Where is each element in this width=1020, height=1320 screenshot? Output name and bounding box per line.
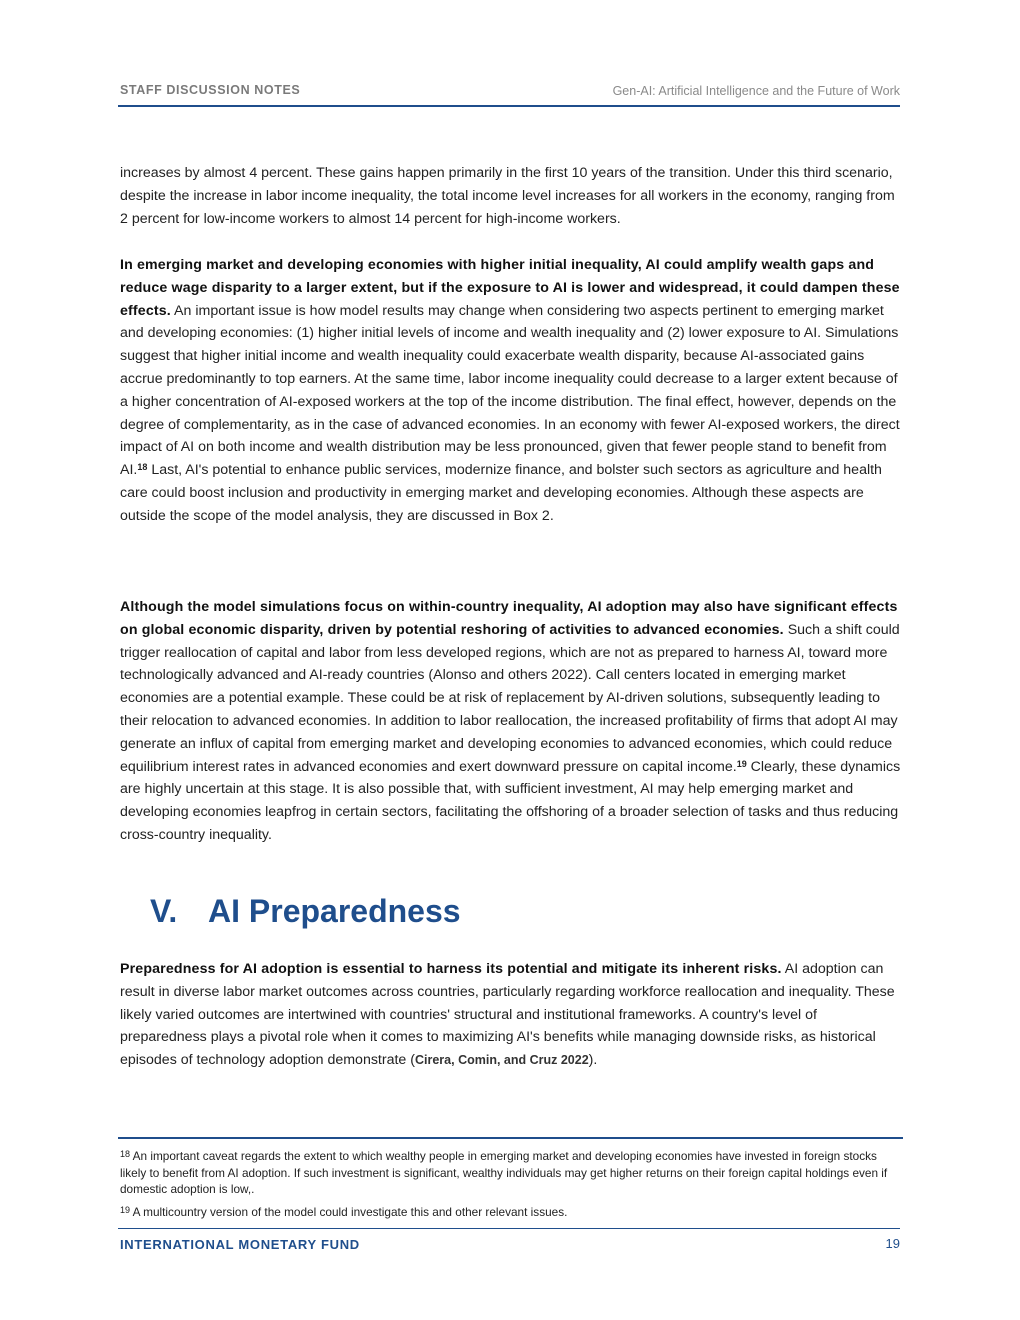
paragraph-1 [120, 162, 902, 230]
paragraph-3-text-b: Clearly, these dynamics are highly uncertain at this stage. It is also possible that, with sufficient investment, AI may help emerging market and developing economies leapfrog in certain sectors, facilitating the offshoring of a broader selection of tasks and thus reducing cross-country inequality. [120, 758, 901, 843]
paragraph-1-text: increases by almost 4 percent. These gains happen primarily in the first 10 years of the transition. Under this third scenario, despite the increase in labor income inequality, the total income level increases for all workers in the economy, ranging from 2 percent for low-income workers to almost 14 percent for high-income workers. [120, 165, 895, 227]
running-header-series: STAFF DISCUSSION NOTES [120, 83, 301, 97]
footnote-19-number: 19 [120, 1205, 131, 1215]
footer-organization: INTERNATIONAL MONETARY FUND [120, 1237, 360, 1252]
paragraph-3-lead: Although the model simulations focus on within-country inequality, AI adoption may also have significant effects on global economic disparity, driven by potential reshoring of activities to advanced economies. [120, 599, 898, 638]
footer-divider [118, 1228, 900, 1229]
paragraph-2-text-a: An important issue is how model results may change when considering two aspects pertinent to emerging market and developing economies: (1) higher initial levels of income and wealth inequality and (2) lower exposure to AI. Simulations suggest that higher initial income and wealth inequality could exacerbate wealth disparity, because AI-associated gains accrue predominantly to top earners. At the same time, labor income inequality could decrease to a larger extent because of a higher concentration of AI-exposed workers at the top of the income distribution. The final effect, however, depends on the degree of complementarity, as in the case of advanced economies. In an economy with fewer AI-exposed workers, the direct impact of AI on both income and wealth distribution may be less pronounced, given that fewer people stand to benefit from AI. [120, 302, 900, 479]
paragraph-4-text: AI adoption can result in diverse labor market outcomes across countries, particularly regarding workforce reallocation and inequality. These likely varied outcomes are intertwined with countries' structural and institutional frameworks. A country's level of preparedness plays a pivotal role when it comes to maximizing AI's benefits while managing downside risks, as historical episodes of technology adoption demonstrate ( [120, 961, 895, 1069]
section-title: AI Preparedness [208, 893, 461, 929]
paragraph-4-lead: Preparedness for AI adoption is essential to harness its potential and mitigate its inherent risks. [120, 961, 782, 977]
section-heading [150, 893, 461, 930]
footnote-19 [120, 1204, 900, 1221]
footnote-ref-18[interactable]: 18 [137, 462, 148, 473]
footnote-18-number: 18 [120, 1149, 131, 1159]
paragraph-2-lead: In emerging market and developing economies with higher initial inequality, AI could amplify wealth gaps and reduce wage disparity to a larger extent, but if the exposure to AI is lower and widespread, it could dampen these effects. [120, 257, 900, 319]
citation-link[interactable]: Cirera, Comin, and Cruz 2022 [414, 1053, 589, 1068]
running-header-title: Gen-AI: Artificial Intelligence and the Future of Work [612, 84, 900, 98]
paragraph-2 [120, 254, 902, 528]
paragraph-4 [120, 958, 902, 1072]
paragraph-3-text-a: Such a shift could trigger reallocation of capital and labor from less developed regions, which are not as prepared to harness AI, toward more technologically advanced and AI-ready countries (Alonso and others 2022). Call centers located in emerging market economies are a potential example. These could be at risk of replacement by AI-driven solutions, subsequently leading to their relocation to advanced economies. In addition to labor reallocation, the increased profitability of firms that adopt AI may generate an influx of capital from emerging market and developing economies to advanced economies, which could reduce equilibrium interest rates in advanced economies and exert downward pressure on capital income. [120, 621, 900, 775]
footnote-18 [120, 1148, 900, 1198]
header-divider [118, 105, 900, 107]
footnote-ref-19[interactable]: 19 [736, 758, 747, 769]
section-number: V. [150, 893, 178, 929]
paragraph-4-tail: ). [588, 1052, 598, 1069]
footnote-18-text: An important caveat regards the extent to which wealthy people in emerging market and developing economies have invested in foreign stocks likely to benefit from AI adoption. If such investment is significant, wealthy individuals may get higher returns on their foreign capital holdings even if domestic adoption is low,. [120, 1149, 888, 1196]
footnote-divider [118, 1137, 903, 1139]
page-number: 19 [885, 1236, 900, 1251]
footnote-19-text: A multicountry version of the model could investigate this and other relevant issues. [130, 1205, 568, 1219]
paragraph-2-text-b: Last, AI's potential to enhance public services, modernize finance, and bolster such sectors as agriculture and health care could boost inclusion and productivity in emerging market and developing economies. Although these aspects are outside the scope of the model analysis, they are discussed in Box 2. [120, 462, 882, 524]
paragraph-3 [120, 596, 902, 847]
